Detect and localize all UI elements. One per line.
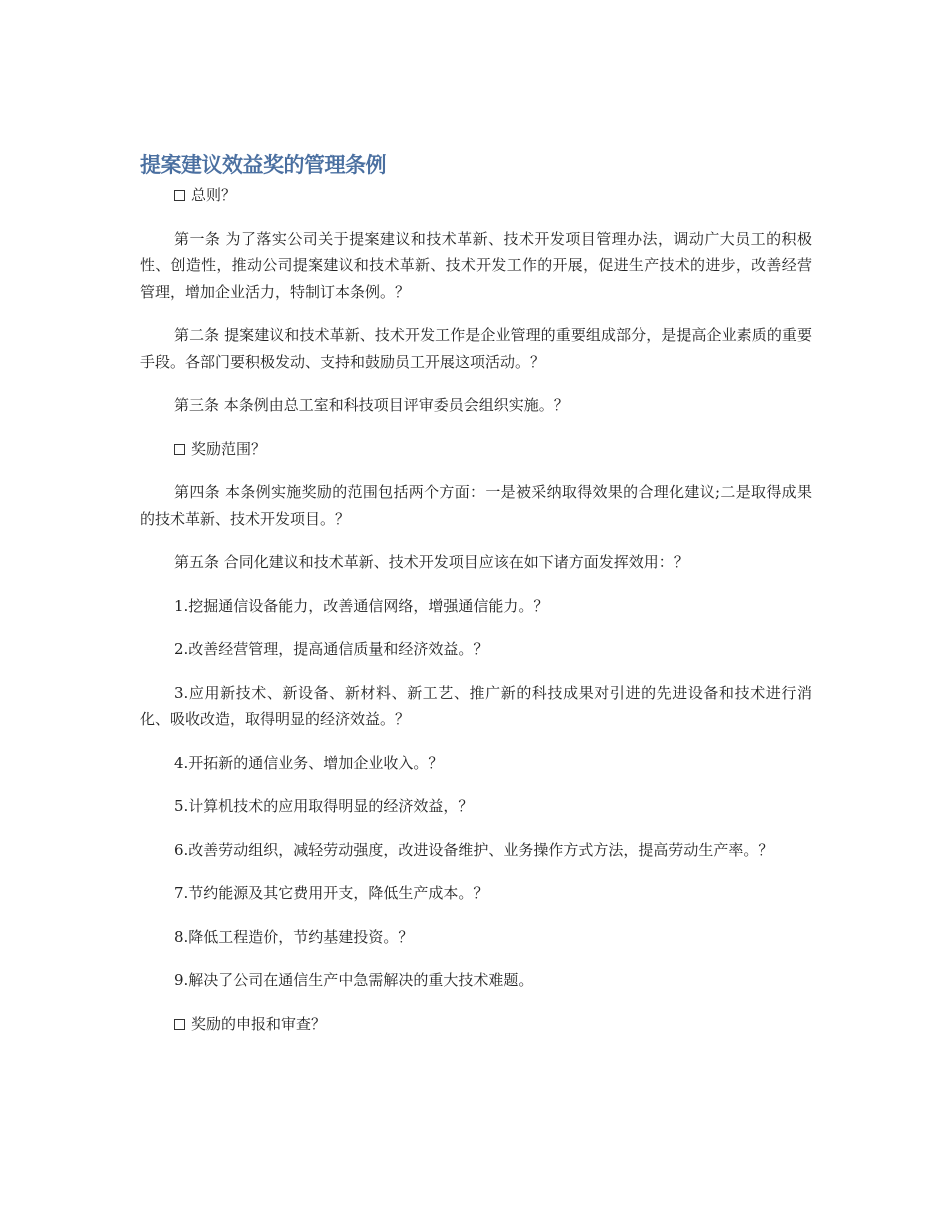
- section-heading-application: [140, 1011, 812, 1038]
- checkbox-icon: [174, 190, 185, 201]
- list-item-7: 7.节约能源及其它费用开支，降低生产成本。？: [174, 884, 489, 902]
- article-3: 第三条 本条例由总工室和科技项目评审委员会组织实施。？: [174, 396, 569, 414]
- checkbox-icon: [174, 1019, 185, 1030]
- section-heading-text: 总则？: [191, 186, 237, 204]
- list-item-3: 3.应用新技术、新设备、新材料、新工艺、推广新的科技成果对引进的先进设备和技术进行消化、吸收改造，取得明显的经济效益。？: [140, 683, 812, 728]
- list-item-1: 1.挖掘通信设备能力，改善通信网络，增强通信能力。？: [174, 596, 549, 615]
- list-item-9: 9.解决了公司在通信生产中急需解决的重大技术难题。: [174, 971, 534, 989]
- section-heading-text: 奖励范围？: [191, 439, 267, 458]
- checkbox-icon: [174, 444, 185, 455]
- document-body: [140, 182, 812, 1054]
- list-item-2: 2.改善经营管理，提高通信质量和经济效益。？: [174, 640, 489, 658]
- list-item-6: 6.改善劳动组织，减轻劳动强度，改进设备维护、业务操作方式方法，提高劳动生产率。？: [174, 840, 774, 859]
- list-item-5: 5.计算机技术的应用取得明显的经济效益，？: [174, 797, 474, 815]
- section-heading-general: [140, 182, 812, 209]
- document-title: 提案建议效益奖的管理条例: [140, 153, 386, 177]
- section-heading-text: 奖励的申报和审查？: [191, 1014, 327, 1033]
- section-heading-scope: [140, 436, 812, 463]
- list-item-4: 4.开拓新的通信业务、增加企业收入。？: [174, 753, 444, 772]
- article-1: 第一条 为了落实公司关于提案建议和技术革新、技术开发项目管理办法，调动广大员工的积极性、创造性，推动公司提案建议和技术革新、技术开发工作的开展，促进生产技术的进步，改善经营管理，增加企业活力，特制订本条例。？: [140, 229, 812, 301]
- article-4: 第四条 本条例实施奖励的范围包括两个方面：一是被采纳取得效果的合理化建议;二是取得成果的技术革新、技术开发项目。？: [140, 483, 812, 528]
- article-5: 第五条 合同化建议和技术革新、技术开发项目应该在如下诸方面发挥效用：？: [174, 553, 689, 571]
- article-2: 第二条 提案建议和技术革新、技术开发工作是企业管理的重要组成部分，是提高企业素质的重要手段。各部门要积极发动、支持和鼓励员工开展这项活动。？: [140, 326, 812, 371]
- list-item-8: 8.降低工程造价，节约基建投资。？: [174, 927, 414, 946]
